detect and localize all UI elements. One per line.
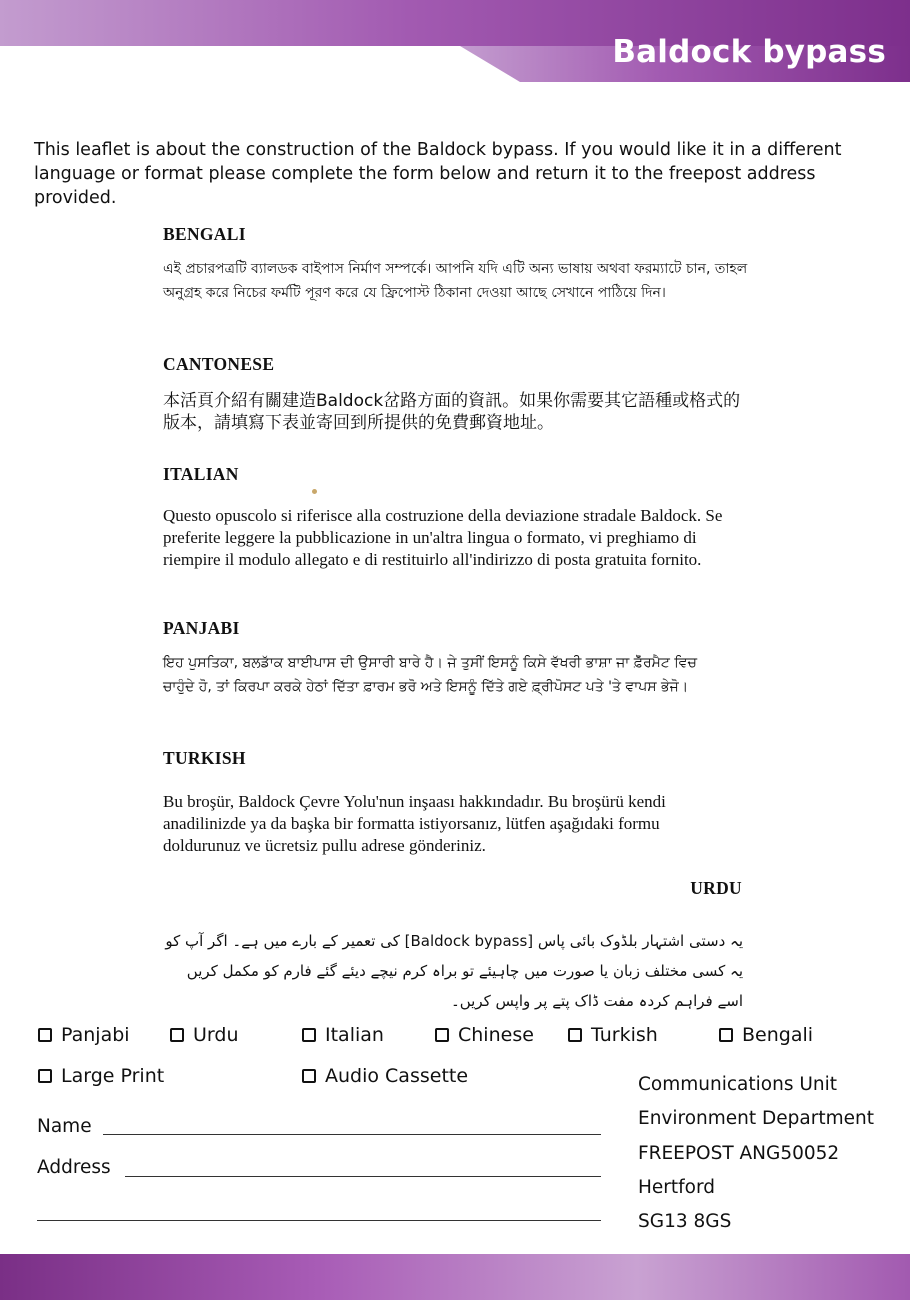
option-urdu-label: Urdu — [193, 1024, 239, 1046]
checkbox-icon[interactable] — [435, 1028, 449, 1042]
text-urdu: یہ دستی اشتہار بلڈوک بائی پاس [Baldock bypass] کی تعمیر کے بارے میں ہے۔ اگر آپ کو یہ کسی مختلف زبان یا صورت میں چاہیئے تو براہ کرم نیچے دیئے گئے فارم کو مکمل کریں اسے فراہم کردہ مفت ڈاک پتے پر واپس کریں۔ — [165, 932, 743, 1010]
text-turkish: Bu broşür, Baldock Çevre Yolu'nun inşaası hakkındadır. Bu broşürü kendi anadilinizde ya da başka bir formatta istiyorsanız, lütfen aşağıdaki formu doldurunuz ve ücretsiz pullu adrese gönderiniz. — [163, 792, 666, 855]
checkbox-icon[interactable] — [302, 1069, 316, 1083]
section-italian — [163, 464, 763, 571]
option-large-print-label: Large Print — [61, 1065, 165, 1087]
text-panjabi: ਇਹ ਪੁਸਤਿਕਾ, ਬਲਡਾੱਕ ਬਾਈਪਾਸ ਦੀ ਉਸਾਰੀ ਬਾਰੇ ਹੈ। ਜੇ ਤੁਸੀਂ ਇਸਨੂੰ ਕਿਸੇ ਵੱਖਰੀ ਭਾਸ਼ਾ ਜਾ ਫ਼ੋੱਰਮੈਟ ਵਿਚ ਚਾਹੁੰਦੇ ਹੋ, ਤਾਂ ਕਿਰਪਾ ਕਰਕੇ ਹੇਠਾਂ ਦਿੱਤਾ ਫ਼ਾਰਮ ਭਰੋ ਅਤੇ ਇਸਨੂੰ ਦਿੱਤੇ ਗਏ ਫ਼੍ਰੀਪੋਸਟ ਪਤੇ 'ਤੇ ਵਾਪਸ ਭੇਜੋ। — [163, 655, 697, 695]
option-bengali-label: Bengali — [742, 1024, 814, 1046]
address-label: Address — [37, 1157, 111, 1178]
checkbox-icon[interactable] — [38, 1069, 52, 1083]
address-line: Environment Department — [638, 1108, 874, 1130]
option-bengali[interactable] — [719, 1024, 813, 1046]
text-cantonese: 本活頁介紹有關建造Baldock岔路方面的資訊。如果你需要其它語種或格式的版本，請填寫下表並寄回到所提供的免費郵資地址。 — [163, 391, 741, 433]
section-cantonese — [163, 354, 763, 434]
page-title: Baldock bypass — [612, 34, 886, 70]
option-chinese[interactable] — [435, 1024, 534, 1046]
option-italian-label: Italian — [325, 1024, 384, 1046]
checkbox-icon[interactable] — [38, 1028, 52, 1042]
option-panjabi[interactable] — [38, 1024, 130, 1046]
option-turkish[interactable] — [568, 1024, 658, 1046]
name-field[interactable] — [103, 1134, 601, 1135]
address-field-line-2[interactable] — [37, 1220, 601, 1221]
checkbox-icon[interactable] — [302, 1028, 316, 1042]
option-chinese-label: Chinese — [458, 1024, 534, 1046]
section-panjabi — [163, 618, 763, 699]
address-field[interactable] — [125, 1176, 601, 1177]
option-urdu[interactable] — [170, 1024, 239, 1046]
option-italian[interactable] — [302, 1024, 384, 1046]
text-italian: Questo opuscolo si riferisce alla costruzione della deviazione stradale Baldock. Se preferite leggere la pubblicazione in un'altra lingua o formato, vi preghiamo di riempire il modulo allegato e di restituirlo all'indirizzo di posta gratuita fornito. — [163, 506, 723, 569]
option-audio-cassette[interactable] — [302, 1065, 468, 1087]
checkbox-icon[interactable] — [719, 1028, 733, 1042]
option-audio-cassette-label: Audio Cassette — [325, 1065, 469, 1087]
option-panjabi-label: Panjabi — [61, 1024, 130, 1046]
freepost-address — [638, 1068, 874, 1239]
heading-turkish: TURKISH — [163, 748, 246, 768]
option-large-print[interactable] — [38, 1065, 164, 1087]
intro-text: This leaflet is about the construction of the Baldock bypass. If you would like it in a different language or format please complete the form below and return it to the freepost address provided. — [34, 140, 842, 208]
heading-bengali: BENGALI — [163, 224, 246, 244]
heading-panjabi: PANJABI — [163, 618, 240, 638]
section-turkish — [163, 748, 763, 857]
heading-urdu: URDU — [690, 878, 742, 898]
address-line: Hertford — [638, 1176, 716, 1198]
checkbox-icon[interactable] — [170, 1028, 184, 1042]
checkbox-icon[interactable] — [568, 1028, 582, 1042]
section-bengali — [163, 224, 763, 305]
text-bengali: এই প্রচারপত্রটি ব্যালডক বাইপাস নির্মাণ সম্পর্কে। আপনি যদি এটি অন্য ভাষায় অথবা ফরম্যাটে চান, তাহল অনুগ্রহ করে নিচের ফর্মটি পূরণ করে যে ফ্রিপোস্ট ঠিকানা দেওয়া আছে সেখানে পাঠিয়ে দিন। — [163, 261, 748, 301]
name-label: Name — [37, 1116, 92, 1137]
address-line: FREEPOST ANG50052 — [638, 1142, 840, 1164]
paper-speck — [312, 489, 317, 494]
heading-cantonese: CANTONESE — [163, 354, 275, 374]
address-line: SG13 8GS — [638, 1211, 732, 1233]
heading-italian: ITALIAN — [163, 464, 239, 484]
footer-band — [0, 1254, 910, 1300]
address-line: Communications Unit — [638, 1074, 837, 1095]
option-turkish-label: Turkish — [591, 1024, 658, 1046]
